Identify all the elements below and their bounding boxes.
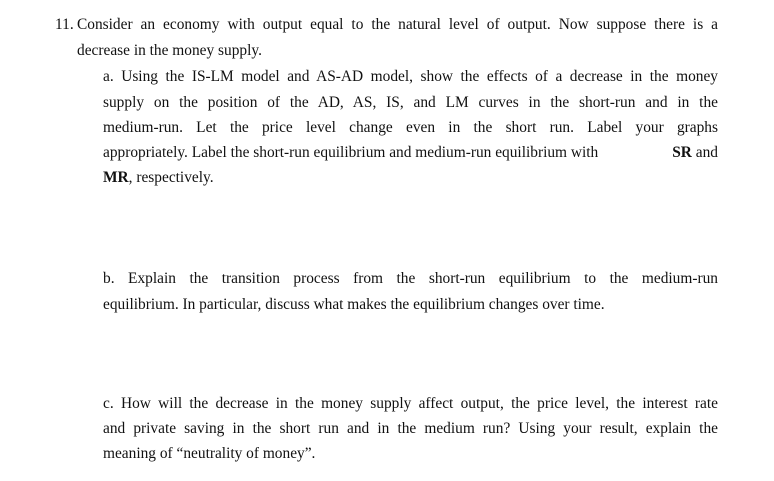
sr-term: SR (672, 144, 692, 161)
part-c-line-3: meaning of “neutrality of money”. (103, 445, 316, 462)
part-a-line-2: supply on the position of the AD, AS, IS, and LM curves in the short-run and in the (103, 94, 718, 111)
part-a-tail: , respectively. (128, 169, 214, 186)
question-intro-line-2: decrease in the money supply. (77, 42, 262, 59)
mr-term: MR (103, 169, 129, 186)
part-a-line-4-terms (672, 143, 718, 163)
part-c-line-1: c. How will the decrease in the money supply affect output, the price level, the interest rate (103, 395, 718, 412)
and-word: and (695, 144, 718, 161)
part-a-line-4 (103, 143, 718, 163)
part-a-line-4-text: appropriately. Label the short-run equilibrium and medium-run equilibrium with (103, 144, 599, 161)
part-c-line-2: and private saving in the short run and in the medium run? Using your result, explain the (103, 420, 718, 437)
part-a-line-3: medium-run. Let the price level change even in the short run. Label your graphs (103, 119, 718, 136)
part-b-line-2: equilibrium. In particular, discuss what makes the equilibrium changes over time. (103, 296, 605, 313)
question-intro-line-1: Consider an economy with output equal to the natural level of output. Now suppose there is a (77, 16, 718, 33)
question-number: 11. (55, 16, 74, 33)
part-a-line-1: a. Using the IS-LM model and AS-AD model, show the effects of a decrease in the money (103, 68, 718, 85)
part-a-line-5 (103, 168, 214, 188)
part-b-line-1: b. Explain the transition process from the short-run equilibrium to the medium-run (103, 270, 718, 287)
